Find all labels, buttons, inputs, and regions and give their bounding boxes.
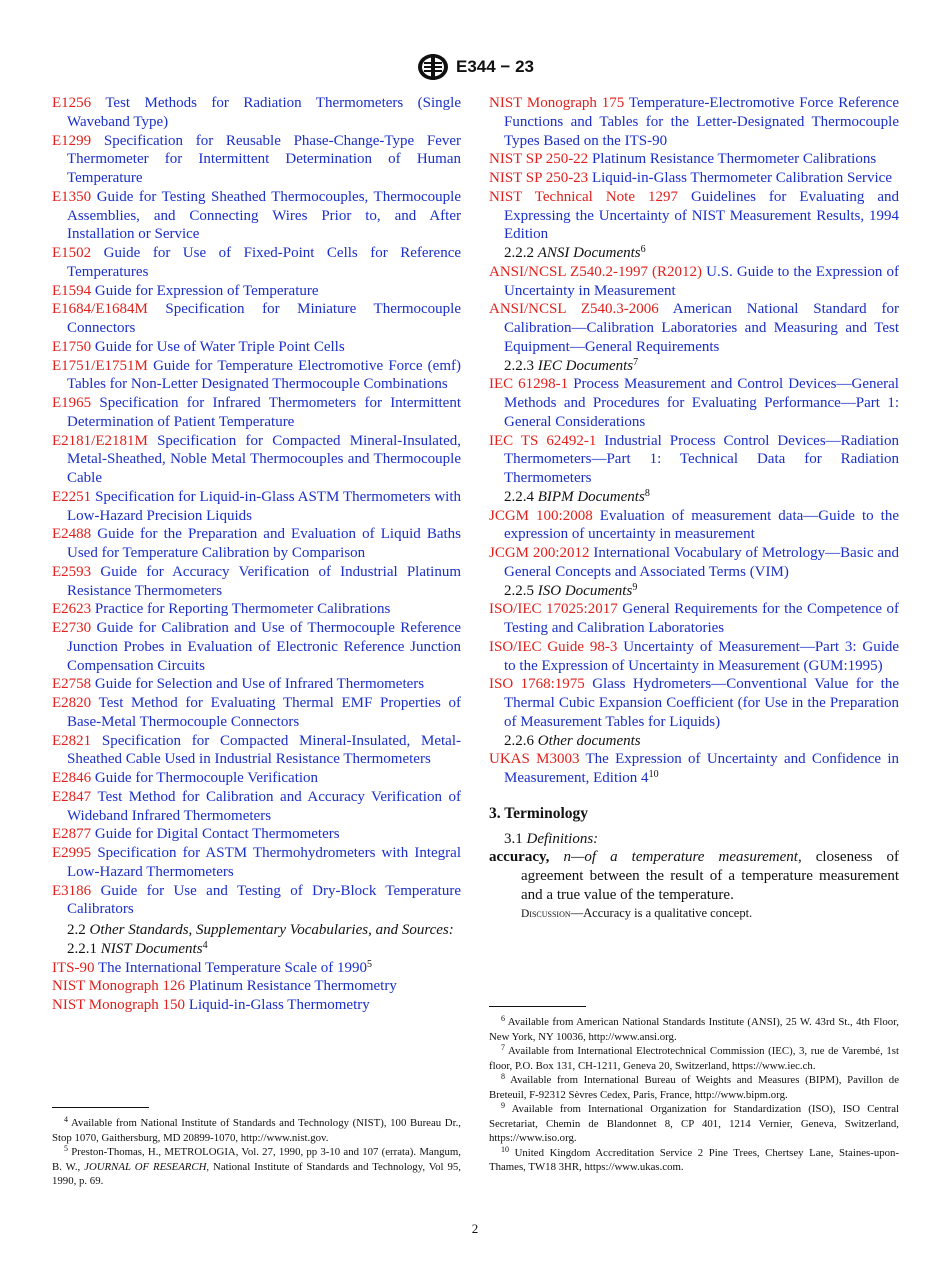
left-column: [52, 94, 461, 1015]
footnote: $^7$ Available from International Electrotechnical Commission (IEC), 3, rue de Varembé, 1st floor, P.O. Box 131, CH-1211, Geneva 20, Switzerland, https://www.iec.ch.: [489, 1043, 899, 1072]
reference-entry: [52, 788, 461, 826]
reference-entry: [52, 996, 461, 1015]
term-name: accuracy,: [489, 849, 550, 866]
reference-title-link[interactable]: Specification for Liquid-in-Glass ASTM Thermometers with Low-Hazard Precision Liquids: [67, 488, 462, 524]
reference-entry: [52, 244, 461, 282]
nist-documents-list: [52, 959, 461, 1015]
reference-entry: [489, 300, 899, 356]
reference-entry: [52, 694, 461, 732]
footnote: $^6$ Available from American National Standards Institute (ANSI), 25 W. 43rd St., 4th Floor, New York, NY 10036, http://www.ansi.org.: [489, 1014, 899, 1043]
reference-title-link[interactable]: Glass Hydrometers—Conventional Value for the Thermal Cubic Expansion Coefficient (for Use in the Preparation of Measurement Tables for Liquids): [504, 676, 900, 730]
section-3-1: 3.1 Definitions:: [504, 830, 599, 847]
term-definition-text: , closeness of agreement between the result of a temperature measurement and a true value of the temperature.: [521, 849, 900, 903]
reference-title-link[interactable]: Guide for Calibration and Use of Thermocouple Reference Junction Probes in Evaluation of Electronic Reference Junction Compensation Circuits: [67, 620, 462, 674]
section-2-2-4: 2.2.4 BIPM Documents$^8$: [504, 487, 650, 505]
reference-code-link[interactable]: E1750: [52, 338, 92, 355]
terminology-heading: 3. Terminology: [489, 804, 589, 822]
reference-title-link[interactable]: U.S. Guide to the Expression of Uncertainty in Measurement: [504, 263, 900, 299]
reference-entry: [52, 132, 461, 188]
reference-title-link[interactable]: American National Standard for Calibration—Calibration Laboratories and Measuring and Test Equipment—General Requirements: [504, 301, 899, 355]
reference-entry: [52, 188, 461, 244]
reference-title-link[interactable]: Guide for Thermocouple Verification: [94, 770, 319, 786]
section-2-2-5: 2.2.5 ISO Documents$^9$: [504, 581, 638, 599]
reference-entry: [489, 432, 899, 488]
reference-title-link[interactable]: Specification for ASTM Thermohydrometers with Integral Low-Hazard Thermometers: [67, 845, 461, 880]
reference-entry: [52, 563, 461, 601]
reference-code-link[interactable]: E2877: [52, 826, 92, 843]
page-number: 2: [471, 1221, 479, 1236]
reference-entry: [489, 188, 899, 244]
reference-title-link[interactable]: Specification for Infrared Thermometers for Intermittent Determination of Patient Temperature: [67, 395, 461, 430]
reference-code-link[interactable]: E1594: [52, 282, 92, 299]
referenced-standards-list: [52, 94, 461, 919]
section-2-2-2: 2.2.2 ANSI Documents$^6$: [504, 244, 646, 261]
reference-code-link[interactable]: ISO/IEC 17025:2017: [489, 601, 618, 618]
reference-entry: [52, 675, 461, 694]
reference-code-link[interactable]: JCGM 200:2012: [489, 545, 590, 561]
reference-title-link[interactable]: International Vocabulary of Metrology—Basic and General Concepts and Associated Terms (VIM): [504, 545, 899, 580]
reference-code-link[interactable]: E2820: [52, 695, 92, 711]
reference-entry: [52, 844, 461, 882]
nist-documents-list-continued: [489, 94, 899, 244]
other-documents-list: [489, 750, 899, 788]
reference-entry: [52, 600, 461, 619]
page-header: [0, 52, 950, 82]
reference-title-link[interactable]: General Requirements for the Competence of Testing and Calibration Laboratories: [504, 601, 900, 636]
reference-entry: [52, 300, 461, 338]
footnote: $^9$ Available from International Organization for Standardization (ISO), ISO Central Secretariat, Chemin de Blandonnet 8, CP 401, 1214 Vernier, Geneva, Switzerland, https://www.iso.org.: [489, 1101, 900, 1144]
reference-title-link[interactable]: Liquid-in-Glass Thermometry: [188, 997, 370, 1013]
section-2-2-6: 2.2.6 Other documents: [504, 732, 641, 749]
reference-title-link[interactable]: Test Method for Evaluating Thermal EMF Properties of Base-Metal Thermocouple Connectors: [67, 695, 461, 730]
section-2-2-3: 2.2.3 IEC Documents$^7$: [504, 356, 639, 374]
reference-entry: [52, 394, 461, 432]
reference-entry: [52, 94, 461, 132]
reference-code-link[interactable]: E3186: [52, 882, 92, 899]
reference-entry: [52, 825, 461, 844]
reference-title-link[interactable]: Guide for Temperature Electromotive Force (emf) Tables for Non-Letter Designated Thermocouple Combinations: [67, 357, 461, 393]
reference-title-link[interactable]: Liquid-in-Glass Thermometer Calibration Service: [591, 170, 892, 186]
reference-code-link[interactable]: E2846: [52, 770, 92, 786]
reference-title-link[interactable]: Guide for Use and Testing of Dry-Block Temperature Calibrators: [67, 882, 461, 918]
reference-title-link[interactable]: Specification for Miniature Thermocouple Connectors: [67, 301, 461, 336]
reference-title-link[interactable]: Evaluation of measurement data—Guide to the expression of uncertainty in measurement: [504, 507, 900, 543]
reference-title-link[interactable]: Industrial Process Control Devices—Radiation Thermometers—Part 1: Technical Data for Radiation Thermometers: [504, 432, 899, 486]
reference-entry: [489, 638, 899, 676]
term-definition-accuracy: [489, 848, 899, 904]
reference-title-link[interactable]: Specification for Reusable Phase-Change-Type Fever Thermometer for Intermittent Determination of Human Temperature: [67, 132, 462, 186]
footnote-rule: [52, 1107, 149, 1108]
reference-entry: [489, 750, 899, 788]
iso-documents-list: [489, 600, 899, 731]
reference-title-link[interactable]: Guide for Use of Water Triple Point Cells: [94, 338, 345, 355]
reference-entry: [52, 338, 461, 357]
reference-title-link[interactable]: Specification for Compacted Mineral-Insulated, Metal-Sheathed Cable Used in Industrial Resistance Thermometers: [67, 732, 462, 768]
footnote-rule: [489, 1006, 586, 1007]
reference-title-link[interactable]: The International Temperature Scale of 1990: [97, 959, 367, 976]
reference-entry: [52, 357, 461, 395]
reference-code-link[interactable]: ISO/IEC Guide 98-3: [489, 638, 618, 655]
reference-code-link[interactable]: NIST Monograph 175: [489, 95, 625, 111]
reference-entry: [489, 375, 899, 431]
reference-entry: [489, 600, 899, 638]
reference-title-link[interactable]: Guide for Selection and Use of Infrared Thermometers: [94, 676, 425, 693]
reference-code-link[interactable]: E1751/E1751M: [52, 357, 148, 374]
reference-code-link[interactable]: ITS-90: [52, 959, 95, 976]
reference-title-link[interactable]: The Expression of Uncertainty and Confidence in Measurement, Edition 4: [504, 751, 899, 786]
reference-code-link[interactable]: JCGM 100:2008: [489, 507, 593, 524]
section-2-2-1: 2.2.1 NIST Documents$^4$: [67, 939, 208, 957]
reference-title-link[interactable]: Guide for Digital Contact Thermometers: [94, 826, 340, 843]
reference-title-link[interactable]: Temperature-Electromotive Force Reference Functions and Tables for the Letter-Designated Thermocouple Types Based on the ITS-90: [504, 95, 899, 149]
reference-code-link[interactable]: ISO 1768:1975: [489, 676, 585, 693]
reference-entry: [52, 769, 461, 788]
reference-title-link[interactable]: Platinum Resistance Thermometry: [188, 978, 397, 995]
reference-title-link[interactable]: Practice for Reporting Thermometer Calibrations: [94, 601, 391, 618]
reference-code-link[interactable]: E2995: [52, 845, 92, 861]
reference-entry: [52, 432, 461, 488]
footnote: $^4$ Available from National Institute of Standards and Technology (NIST), 100 Bureau Dr., Stop 1070, Gaithersburg, MD 20899-1070, http://www.nist.gov.: [52, 1115, 461, 1144]
reference-code-link[interactable]: NIST Technical Note 1297: [489, 188, 678, 205]
reference-code-link[interactable]: E1502: [52, 245, 92, 261]
footnotes-left: [52, 1107, 461, 1189]
reference-code-link[interactable]: IEC 61298-1: [489, 376, 569, 393]
reference-title-link[interactable]: Guide for Use of Fixed-Point Cells for Reference Temperatures: [67, 245, 462, 280]
footnotes-right: [489, 1006, 899, 1175]
footnote: $^8$ Available from International Bureau of Weights and Measures (BIPM), Pavillon de Breteuil, F-92312 Sèvres Cedex, Paris, France, http://www.bipm.org.: [489, 1072, 899, 1101]
reference-title-link[interactable]: Guidelines for Evaluating and Expressing the Uncertainty of NIST Measurement Results, 1994 Edition: [504, 188, 900, 243]
reference-code-link[interactable]: NIST SP 250-23: [489, 170, 589, 186]
reference-code-link[interactable]: E2623: [52, 601, 92, 618]
reference-title-link[interactable]: Process Measurement and Control Devices—General Methods and Procedures for Evaluating Performance—Part 1: General Considerations: [504, 376, 899, 430]
discussion-note: Discussion—Accuracy is a qualitative concept.: [521, 905, 753, 920]
iec-documents-list: [489, 375, 899, 488]
astm-logo-icon: [416, 52, 450, 82]
reference-code-link[interactable]: E1350: [52, 188, 92, 205]
reference-code-link[interactable]: NIST SP 250-22: [489, 151, 589, 168]
reference-code-link[interactable]: E2821: [52, 732, 92, 749]
reference-code-link[interactable]: E2758: [52, 676, 92, 693]
reference-code-link[interactable]: E1299: [52, 132, 92, 149]
reference-entry: [52, 882, 461, 920]
reference-entry: [489, 544, 899, 582]
term-kind: n—of a temperature measurement: [563, 849, 798, 866]
reference-code-link[interactable]: E2251: [52, 488, 92, 505]
reference-entry: [489, 263, 899, 301]
footnote: $^{10}$ United Kingdom Accreditation Service 2 Pine Trees, Chertsey Lane, Staines-upon-Thames, TW18 3HR, https://www.ukas.com.: [489, 1144, 900, 1173]
reference-entry: [52, 282, 461, 301]
reference-entry: [52, 977, 461, 996]
reference-entry: [52, 525, 461, 563]
footnote: $^5$ Preston-Thomas, H., METROLOGIA, Vol. 27, 1990, pp 3-10 and 107 (errata). Mangum, B. W., JOURNAL OF RESEARCH, National Institute of Standards and Technology, Vol 95, 1990, p. 69.: [52, 1144, 462, 1187]
reference-entry: [489, 675, 899, 731]
reference-code-link[interactable]: ANSI/NCSL Z540.3-2006: [489, 301, 659, 318]
reference-code-link[interactable]: NIST Monograph 126: [52, 978, 186, 995]
reference-title-link[interactable]: Uncertainty of Measurement—Part 3: Guide to the Expression of Uncertainty in Measurement (GUM:1995): [504, 638, 900, 674]
reference-code-link[interactable]: E1965: [52, 395, 92, 411]
footnote-marker: 10: [648, 769, 659, 780]
reference-code-link[interactable]: E2593: [52, 563, 92, 580]
reference-entry: [52, 959, 461, 978]
reference-code-link[interactable]: IEC TS 62492-1: [489, 432, 597, 449]
reference-title-link[interactable]: Test Method for Calibration and Accuracy Verification of Wideband Infrared Thermometers: [67, 788, 461, 824]
reference-code-link[interactable]: E1256: [52, 95, 92, 111]
right-column: [489, 94, 899, 922]
bipm-documents-list: [489, 507, 899, 582]
reference-title-link[interactable]: Guide for Testing Sheathed Thermocouples, Thermocouple Assemblies, and Connecting Wires Prior to, and After Installation or Service: [67, 188, 461, 243]
section-2-2: 2.2 Other Standards, Supplementary Vocabularies, and Sources:: [67, 922, 454, 938]
ansi-documents-list: [489, 263, 899, 357]
reference-entry: [52, 488, 461, 526]
reference-entry: [489, 507, 899, 545]
reference-code-link[interactable]: NIST Monograph 150: [52, 997, 186, 1013]
reference-title-link[interactable]: Platinum Resistance Thermometer Calibrations: [591, 151, 877, 168]
reference-code-link[interactable]: E1684/E1684M: [52, 301, 148, 318]
reference-code-link[interactable]: ANSI/NCSL Z540.2-1997 (R2012): [489, 263, 703, 280]
reference-title-link[interactable]: Guide for Accuracy Verification of Industrial Platinum Resistance Thermometers: [67, 563, 462, 599]
reference-entry: [489, 94, 899, 150]
reference-entry: [52, 732, 461, 770]
reference-title-link[interactable]: Test Methods for Radiation Thermometers (Single Waveband Type): [67, 95, 461, 130]
footnote-marker: 5: [366, 958, 372, 970]
reference-code-link[interactable]: E2847: [52, 788, 92, 805]
reference-code-link[interactable]: E2181/E2181M: [52, 432, 148, 449]
reference-entry: [52, 619, 461, 675]
reference-entry: [489, 169, 899, 188]
document-id: E344 − 23: [456, 57, 534, 76]
reference-code-link[interactable]: E2730: [52, 620, 92, 636]
reference-entry: [489, 150, 899, 169]
reference-code-link[interactable]: UKAS M3003: [489, 751, 580, 768]
reference-title-link[interactable]: Guide for Expression of Temperature: [94, 282, 319, 299]
reference-title-link[interactable]: Guide for the Preparation and Evaluation of Liquid Baths Used for Temperature Calibration by Comparison: [67, 526, 461, 561]
reference-title-link[interactable]: Specification for Compacted Mineral-Insulated, Metal-Sheathed, Noble Metal Thermocouples and Thermocouple Cable: [67, 432, 461, 486]
reference-code-link[interactable]: E2488: [52, 526, 92, 543]
